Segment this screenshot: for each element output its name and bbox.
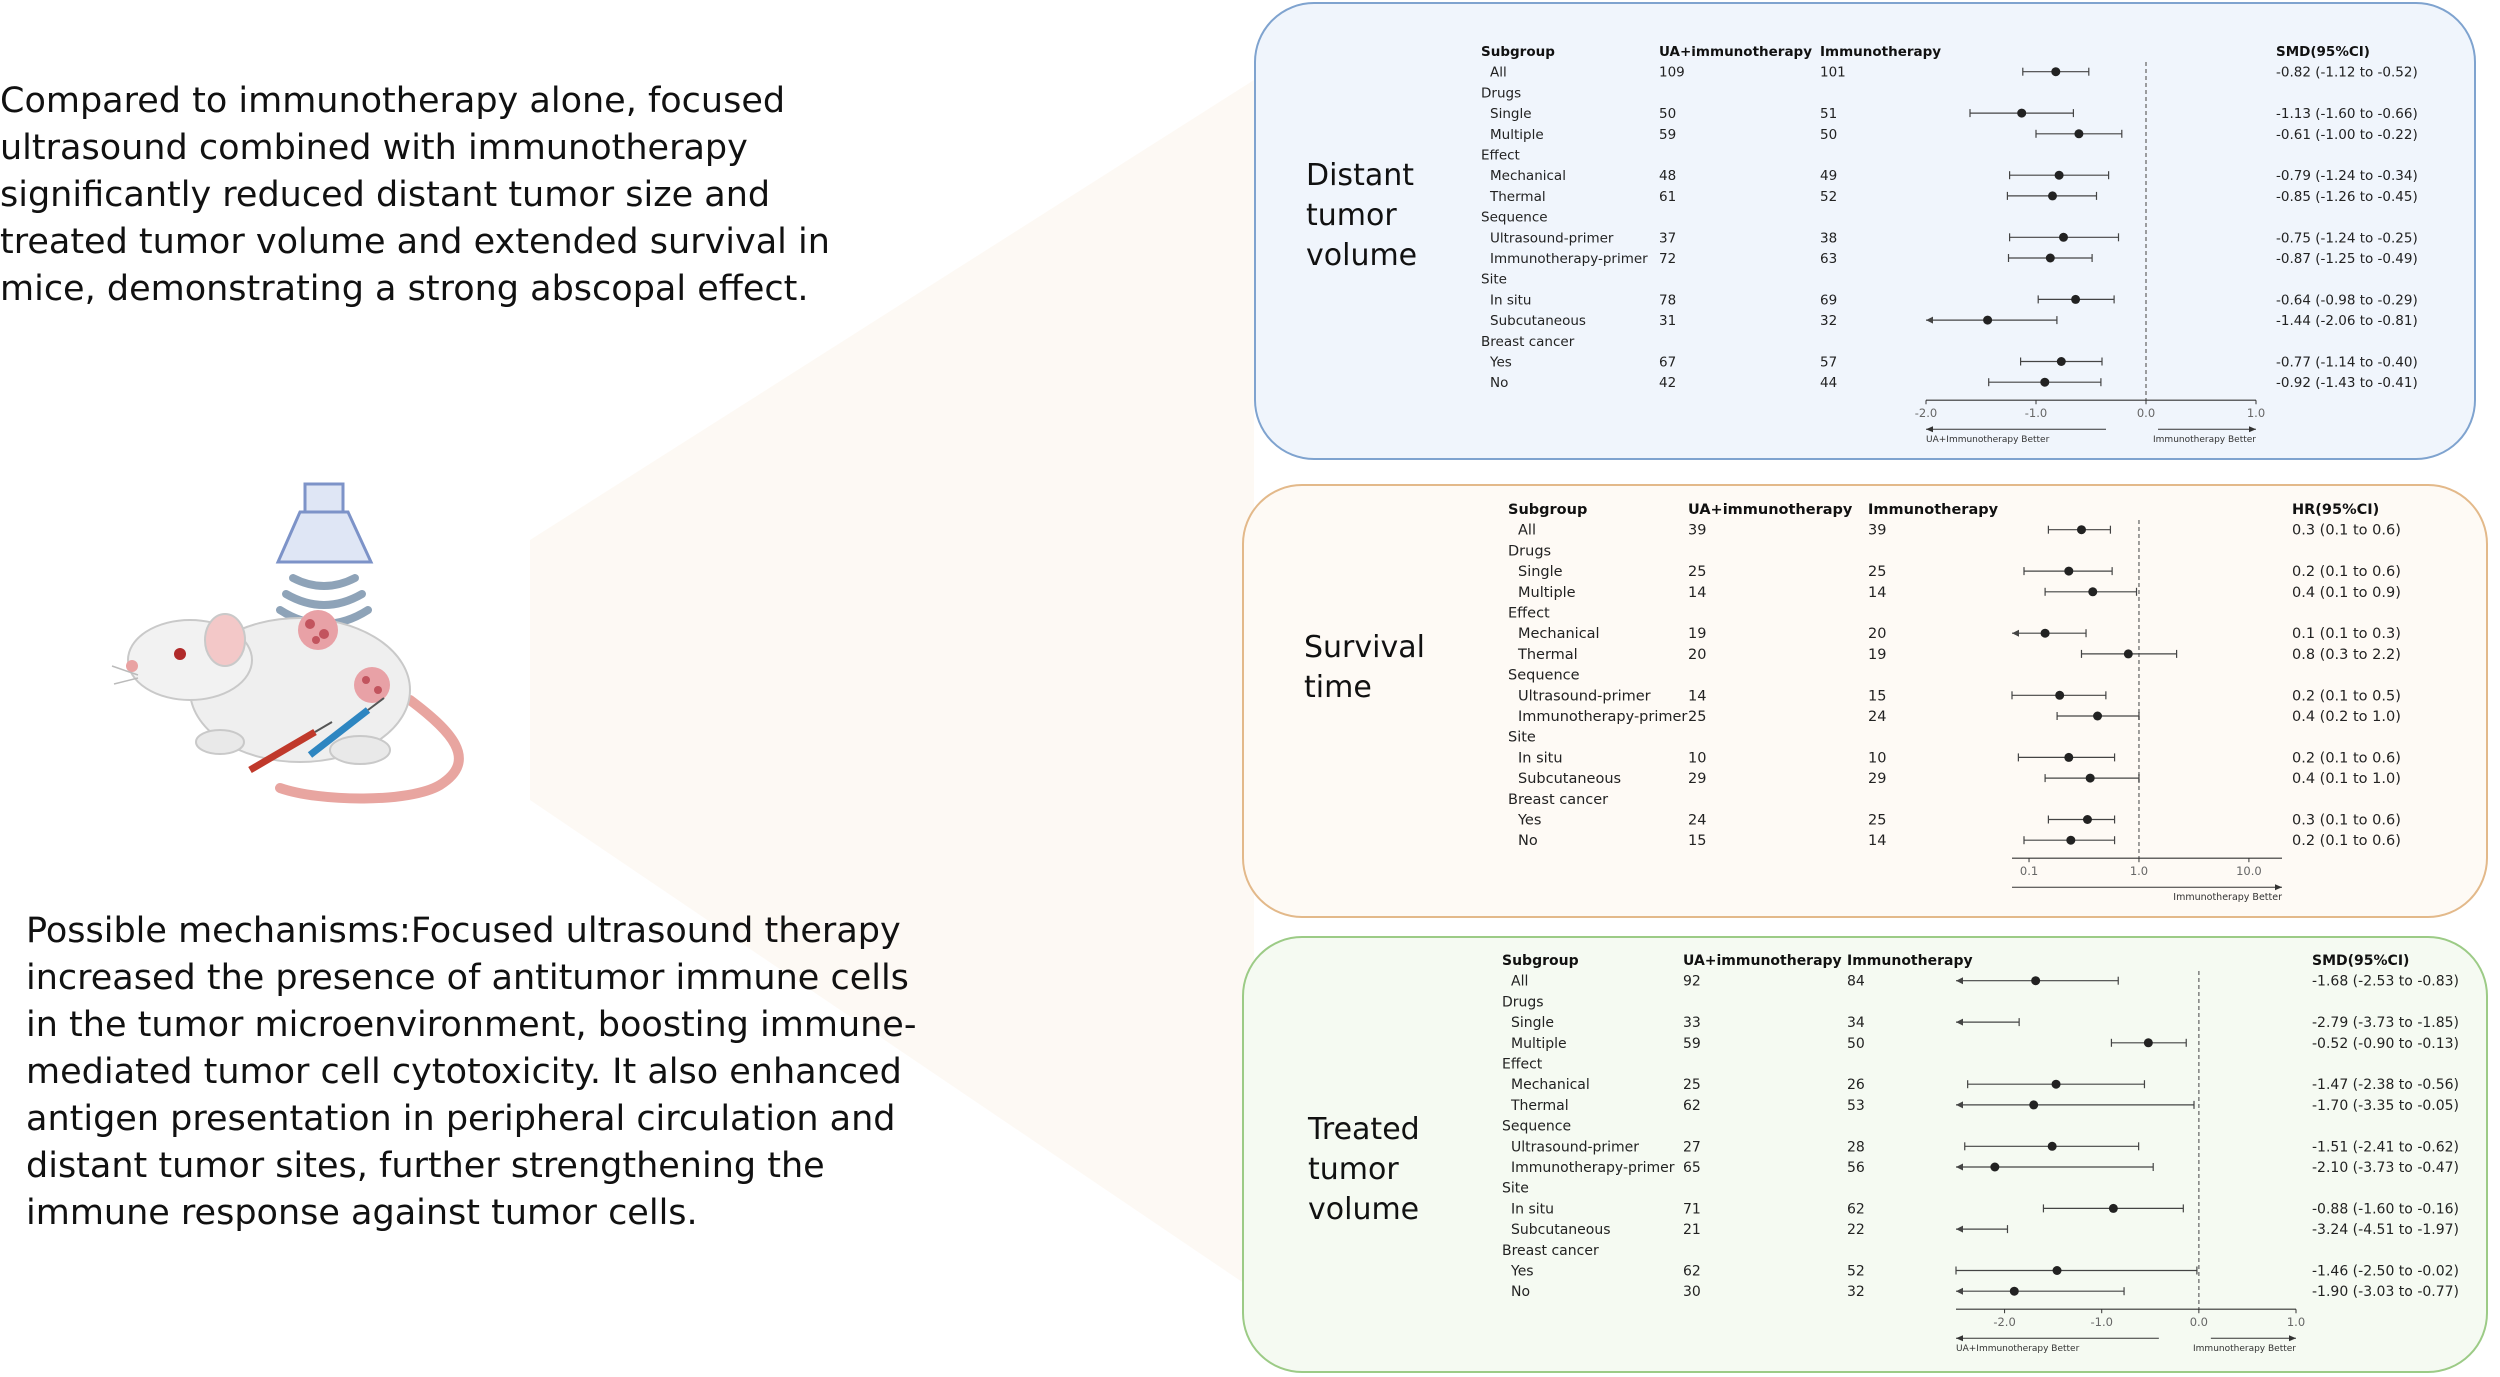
n-ua-immunotherapy: 59 [1659,126,1677,143]
n-ua-immunotherapy: 109 [1659,64,1685,81]
ci-value-text: 0.2 (0.1 to 0.6) [2292,750,2401,767]
subgroup-label: In situ [1490,292,1532,309]
panel-title-line: Distant [1306,158,1414,193]
n-ua-immunotherapy: 39 [1688,522,1707,539]
ultrasound-transducer-icon [278,484,371,624]
n-immunotherapy: 19 [1868,646,1887,663]
panel-title-line: volume [1306,238,1418,273]
n-immunotherapy: 25 [1868,564,1887,581]
ci-value-text: -0.92 (-1.43 to -0.41) [2276,375,2418,392]
n-ua-immunotherapy: 50 [1659,106,1677,123]
n-immunotherapy: 25 [1868,812,1887,829]
ci-value-text: 0.2 (0.1 to 0.5) [2292,688,2401,705]
ci-clipped-arrow [1956,977,1963,984]
n-ua-immunotherapy: 92 [1683,973,1701,990]
subgroup-label: Ultrasound-primer [1490,230,1614,247]
n-immunotherapy: 28 [1847,1139,1865,1156]
n-immunotherapy: 84 [1847,973,1865,990]
ci-value-text: -1.70 (-3.35 to -0.05) [2312,1097,2459,1114]
n-immunotherapy: 56 [1847,1160,1865,1176]
ci-value-text: 0.2 (0.1 to 0.6) [2292,564,2401,581]
subgroup-label: In situ [1511,1201,1554,1218]
subgroup-label: In situ [1518,750,1563,767]
subgroup-label: Thermal [1511,1097,1569,1114]
estimate-point [2029,1100,2038,1109]
subgroup-label: Breast cancer [1481,333,1575,350]
n-immunotherapy: 39 [1868,522,1887,539]
subgroup-label: All [1518,522,1536,539]
panel-title-line: time [1304,670,1372,705]
n-immunotherapy: 14 [1868,584,1887,601]
ci-value-text: -0.85 (-1.26 to -0.45) [2276,188,2418,205]
subgroup-label: Single [1490,106,1532,123]
favor-right-arrowhead [2275,884,2282,890]
subgroup-label: Thermal [1518,646,1578,663]
ci-value-text: -1.68 (-2.53 to -0.83) [2312,973,2459,990]
n-immunotherapy: 32 [1847,1284,1865,1301]
n-ua-immunotherapy: 10 [1688,750,1707,767]
ci-value-text: -3.24 (-4.51 to -1.97) [2312,1222,2459,1239]
ci-value-text: -1.51 (-2.41 to -0.62) [2312,1139,2459,1156]
ci-clipped-arrow [1956,1019,1963,1026]
subgroup-label: Immunotherapy-primer [1518,709,1688,725]
ci-clipped-arrow [1956,1226,1963,1233]
panel-treated-tumor-volume [1242,936,2488,1373]
ci-value-text: 0.4 (0.2 to 1.0) [2292,709,2401,725]
panel-title-line: volume [1308,1192,1420,1227]
panel-title-line: Survival [1304,630,1425,665]
estimate-point [2053,1266,2062,1275]
estimate-point [2088,587,2097,596]
column-header: Subgroup [1502,953,1579,969]
n-immunotherapy: 22 [1847,1222,1865,1239]
subgroup-label: Breast cancer [1508,791,1609,808]
estimate-point [2093,712,2102,721]
favor-right-label: Immunotherapy Better [2173,892,2282,904]
n-immunotherapy: 62 [1847,1201,1865,1218]
favor-right-arrowhead [2289,1335,2296,1341]
estimate-point [2031,976,2040,985]
subgroup-label: Multiple [1490,126,1544,143]
subgroup-label: Drugs [1502,994,1544,1011]
ci-clipped-arrow [1926,317,1933,324]
subgroup-label: Site [1502,1180,1529,1197]
n-immunotherapy: 50 [1820,126,1838,143]
estimate-point [2109,1204,2118,1213]
column-header: Subgroup [1508,502,1588,518]
n-ua-immunotherapy: 62 [1683,1263,1701,1280]
estimate-point [2046,254,2055,263]
ci-value-text: 0.3 (0.1 to 0.6) [2292,522,2401,539]
ci-value-text: 0.2 (0.1 to 0.6) [2292,833,2401,850]
favor-right-label: Immunotherapy Better [2193,1344,2296,1355]
subgroup-label: Effect [1502,1056,1543,1073]
column-header: Immunotherapy [1820,44,1942,60]
favor-right-arrowhead [2249,426,2256,432]
ci-clipped-arrow [1956,1101,1963,1108]
estimate-point [2074,129,2083,138]
n-immunotherapy: 24 [1868,709,1887,725]
estimate-point [2055,171,2064,180]
n-immunotherapy: 44 [1820,375,1838,392]
n-ua-immunotherapy: 19 [1688,626,1707,643]
subgroup-label: No [1490,375,1509,392]
subgroup-label: Drugs [1508,543,1552,560]
subgroup-label: Ultrasound-primer [1511,1139,1640,1156]
forest-plot-survival [1244,486,2490,920]
estimate-point [2040,378,2049,387]
subgroup-label: Sequence [1502,1118,1572,1135]
x-tick-label: 1.0 [2286,1315,2306,1330]
n-ua-immunotherapy: 30 [1683,1284,1701,1301]
panel-title-line: tumor [1308,1152,1399,1187]
subgroup-label: Subcutaneous [1518,771,1622,788]
subgroup-label: Drugs [1481,85,1522,102]
n-immunotherapy: 69 [1820,292,1838,309]
subgroup-label: Breast cancer [1502,1242,1599,1259]
column-header: SMD(95%CI) [2312,953,2410,969]
ci-clipped-arrow [1956,1288,1963,1295]
x-tick-label: 0.1 [2019,864,2039,879]
estimate-point [2041,629,2050,638]
subgroup-label: Sequence [1508,667,1580,684]
subgroup-label: Subcutaneous [1511,1222,1611,1239]
n-immunotherapy: 53 [1847,1097,1865,1114]
estimate-point [2077,525,2086,534]
ci-value-text: -1.46 (-2.50 to -0.02) [2312,1263,2459,1280]
ci-value-text: -0.75 (-1.24 to -0.25) [2276,230,2418,247]
n-ua-immunotherapy: 42 [1659,375,1677,392]
favor-left-arrowhead [1926,426,1933,432]
n-ua-immunotherapy: 27 [1683,1139,1701,1156]
estimate-point [2057,357,2066,366]
n-ua-immunotherapy: 59 [1683,1035,1701,1052]
ci-clipped-arrow [2012,630,2019,637]
estimate-point [2064,753,2073,762]
subgroup-label: Single [1511,1015,1555,1032]
n-ua-immunotherapy: 31 [1659,313,1677,330]
subgroup-label: Site [1481,271,1507,288]
subgroup-label: Thermal [1490,188,1546,205]
x-tick-label: -2.0 [1993,1315,2016,1330]
x-tick-label: -1.0 [2024,406,2048,421]
n-immunotherapy: 52 [1820,188,1838,205]
subgroup-label: No [1511,1284,1531,1301]
estimate-point [2144,1038,2153,1047]
x-tick-label: 1.0 [2246,406,2266,421]
n-immunotherapy: 51 [1820,106,1838,123]
n-ua-immunotherapy: 15 [1688,833,1707,850]
n-immunotherapy: 15 [1868,688,1887,705]
n-ua-immunotherapy: 29 [1688,771,1707,788]
n-immunotherapy: 26 [1847,1077,1865,1094]
subgroup-label: Subcutaneous [1490,313,1586,330]
column-header: SMD(95%CI) [2276,44,2370,60]
estimate-point [1990,1163,1999,1172]
estimate-point [2051,67,2060,76]
n-ua-immunotherapy: 33 [1683,1015,1701,1032]
estimate-point [2048,191,2057,200]
x-tick-label: -2.0 [1914,406,1938,421]
ci-value-text: -2.79 (-3.73 to -1.85) [2312,1015,2459,1032]
subgroup-label: Mechanical [1511,1077,1590,1094]
favor-left-label: UA+Immunotherapy Better [1926,435,2050,446]
ci-value-text: -0.61 (-1.00 to -0.22) [2276,126,2418,143]
estimate-point [2083,815,2092,824]
subgroup-label: Immunotherapy-primer [1490,251,1648,267]
favor-left-arrowhead [1956,1335,1963,1341]
subgroup-label: Yes [1518,812,1542,829]
n-ua-immunotherapy: 71 [1683,1201,1701,1218]
summary-text: Compared to immunotherapy alone, focused ultrasound combined with immunotherapy significantly reduced distant tumor size and treated tumor volume and extended survival in mice, demonstrating a strong abscopal effect. [0,81,830,309]
estimate-point [2066,836,2075,845]
panel-title-line: tumor [1306,198,1397,233]
n-immunotherapy: 32 [1820,313,1838,330]
n-immunotherapy: 57 [1820,354,1838,371]
estimate-point [2055,691,2064,700]
n-ua-immunotherapy: 37 [1659,230,1677,247]
column-header: HR(95%CI) [2292,502,2380,518]
column-header: Immunotherapy [1847,953,1973,969]
ci-value-text: -1.90 (-3.03 to -0.77) [2312,1284,2459,1301]
ci-value-text: -1.44 (-2.06 to -0.81) [2276,313,2418,330]
n-ua-immunotherapy: 14 [1688,688,1707,705]
column-header: UA+immunotherapy [1659,44,1813,60]
ci-value-text: -0.82 (-1.12 to -0.52) [2276,64,2418,81]
column-header: Immunotherapy [1868,502,1999,518]
subgroup-label: Immunotherapy-primer [1511,1160,1675,1176]
column-header: UA+immunotherapy [1688,502,1853,518]
n-ua-immunotherapy: 20 [1688,646,1707,663]
subgroup-label: Yes [1511,1263,1534,1280]
x-tick-label: 0.0 [2189,1315,2209,1330]
n-ua-immunotherapy: 25 [1688,564,1707,581]
subgroup-label: Yes [1490,354,1512,371]
forest-plot-distant [1256,4,2478,462]
ci-value-text: -1.13 (-1.60 to -0.66) [2276,106,2418,123]
ci-value-text: -0.52 (-0.90 to -0.13) [2312,1035,2459,1052]
estimate-point [2086,774,2095,783]
subgroup-label: Single [1518,564,1563,581]
n-ua-immunotherapy: 21 [1683,1222,1701,1239]
subgroup-label: Sequence [1481,209,1548,226]
favor-right-label: Immunotherapy Better [2153,435,2256,446]
ci-value-text: 0.4 (0.1 to 1.0) [2292,771,2401,788]
n-ua-immunotherapy: 62 [1683,1097,1701,1114]
x-tick-label: -1.0 [2090,1315,2113,1330]
favor-left-label: UA+Immunotherapy Better [1956,1344,2080,1355]
mouse-illustration [110,470,510,820]
n-ua-immunotherapy: 24 [1688,812,1707,829]
n-immunotherapy: 101 [1820,64,1846,81]
ci-value-text: -1.47 (-2.38 to -0.56) [2312,1077,2459,1094]
subgroup-label: No [1518,833,1538,850]
ci-value-text: -0.87 (-1.25 to -0.49) [2276,251,2418,267]
ci-value-text: -0.79 (-1.24 to -0.34) [2276,168,2418,185]
mouse-body [112,614,459,799]
ci-value-text: -0.77 (-1.14 to -0.40) [2276,354,2418,371]
ci-value-text: -0.64 (-0.98 to -0.29) [2276,292,2418,309]
ci-value-text: 0.8 (0.3 to 2.2) [2292,646,2401,663]
panel-distant-tumor-volume [1254,2,2476,460]
n-immunotherapy: 49 [1820,168,1838,185]
subgroup-label: All [1511,973,1529,990]
n-immunotherapy: 63 [1820,251,1838,267]
subgroup-label: Effect [1481,147,1520,164]
mechanism-text: Possible mechanisms:Focused ultrasound therapy increased the presence of antitumor immune cells in the tumor microenvironment, boosting immune-mediated tumor cell cytotoxicity. It also enhanced antigen presentation in peripheral circulation and distant tumor sites, further strengthening the immune response against tumor cells. [26,911,917,1233]
ci-value-text: 0.4 (0.1 to 0.9) [2292,584,2401,601]
estimate-point [2048,1142,2057,1151]
n-ua-immunotherapy: 61 [1659,188,1677,205]
ci-clipped-arrow [1956,1164,1963,1171]
panel-title-line: Treated [1308,1112,1420,1147]
subgroup-label: Mechanical [1490,168,1566,185]
n-ua-immunotherapy: 65 [1683,1160,1701,1176]
n-immunotherapy: 10 [1868,750,1887,767]
ci-value-text: -0.88 (-1.60 to -0.16) [2312,1201,2459,1218]
subgroup-label: Mechanical [1518,626,1600,643]
estimate-point [2124,649,2133,658]
n-ua-immunotherapy: 25 [1683,1077,1701,1094]
n-immunotherapy: 38 [1820,230,1838,247]
x-tick-label: 10.0 [2236,864,2262,879]
x-tick-label: 1.0 [2129,864,2149,879]
estimate-point [2059,233,2068,242]
ci-value-text: 0.3 (0.1 to 0.6) [2292,812,2401,829]
n-ua-immunotherapy: 72 [1659,251,1677,267]
n-ua-immunotherapy: 25 [1688,709,1707,725]
forest-plot-treated [1244,938,2490,1375]
subgroup-label: Multiple [1518,584,1576,601]
estimate-point [2017,109,2026,118]
n-immunotherapy: 50 [1847,1035,1865,1052]
panel-survival-time [1242,484,2488,918]
estimate-point [1983,316,1992,325]
n-ua-immunotherapy: 67 [1659,354,1677,371]
n-ua-immunotherapy: 78 [1659,292,1677,309]
subgroup-label: All [1490,64,1507,81]
n-ua-immunotherapy: 48 [1659,168,1677,185]
n-immunotherapy: 14 [1868,833,1887,850]
x-tick-label: 0.0 [2136,406,2156,421]
ci-value-text: 0.1 (0.1 to 0.3) [2292,626,2401,643]
n-immunotherapy: 20 [1868,626,1887,643]
column-header: Subgroup [1481,44,1555,60]
n-immunotherapy: 52 [1847,1263,1865,1280]
estimate-point [2010,1287,2019,1296]
n-ua-immunotherapy: 14 [1688,584,1707,601]
ci-value-text: -2.10 (-3.73 to -0.47) [2312,1160,2459,1176]
subgroup-label: Multiple [1511,1035,1567,1052]
subgroup-label: Ultrasound-primer [1518,688,1651,705]
n-immunotherapy: 34 [1847,1015,1865,1032]
subgroup-label: Effect [1508,605,1550,622]
estimate-point [2071,295,2080,304]
subgroup-label: Site [1508,729,1536,746]
estimate-point [2052,1080,2061,1089]
n-immunotherapy: 29 [1868,771,1887,788]
estimate-point [2064,567,2073,576]
column-header: UA+immunotherapy [1683,953,1842,969]
